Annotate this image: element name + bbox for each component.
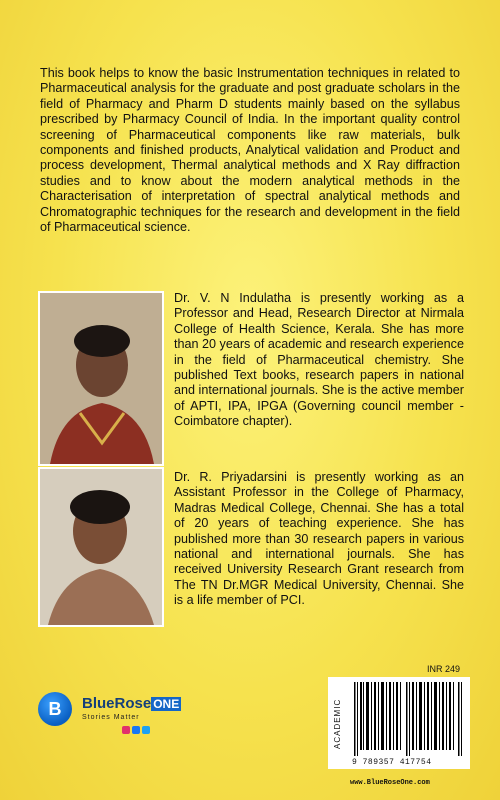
isbn-barcode [354,682,464,756]
book-description: This book helps to know the basic Instrumentation techniques in related to Pharmaceutical analysis for the graduate and post graduate scholars in the field of Pharmacy and Pharm D students mainly based on the syllabus prescribed by Pharmacy Council of India. In the important quality control screening of Pharmaceutical components like raw materials, bulk components and finished products, Analytical validation and Product and process development, Thermal analytical methods and X Ray diffraction studies and to know about the modern analytical methods in the Characterisation of interpretation of spectral analytical methods and Chromatographic techniques for the research and development in the field of Pharmaceutical science. [40,66,460,235]
facebook-icon [132,726,140,734]
author-bio-1: Dr. V. N Indulatha is presently working as a Professor and Head, Research Director at Nirmala College of Health Science, Kerala. She has more than 20 years of academic and research experience in the field of Pharmaceutical chemistry. She published Text books, research papers in national and international journals. She is the active member of APTI, IPA, IPGA (Governing council member - Coimbatore chapter). [174,291,464,429]
social-icons [122,726,150,734]
price-label: INR 249 [427,664,461,674]
author-photo-1 [38,291,164,466]
author-photo-2 [38,467,164,627]
publisher-logo [38,688,180,748]
isbn-number: 9 789357 417754 [352,758,432,767]
publisher-website: www.BlueRoseOne.com [350,779,430,787]
logo-b-icon: B [38,692,72,726]
category-label: ACADEMIC [333,698,342,750]
author-bio-2: Dr. R. Priyadarsini is presently working as an Assistant Professor in the College of Pharmacy, Madras Medical College, Chennai. She has a total of 20 years of teaching experience. She has published more than 30 research papers in various national and international journals. She has received University Research Grant research from The TN Dr.MGR Medical University, Chennai. She is a life member of PCI. [174,470,464,608]
instagram-icon [122,726,130,734]
publisher-name: BlueRose ONE [82,695,180,712]
publisher-tagline: Stories Matter [82,714,140,721]
twitter-icon [142,726,150,734]
